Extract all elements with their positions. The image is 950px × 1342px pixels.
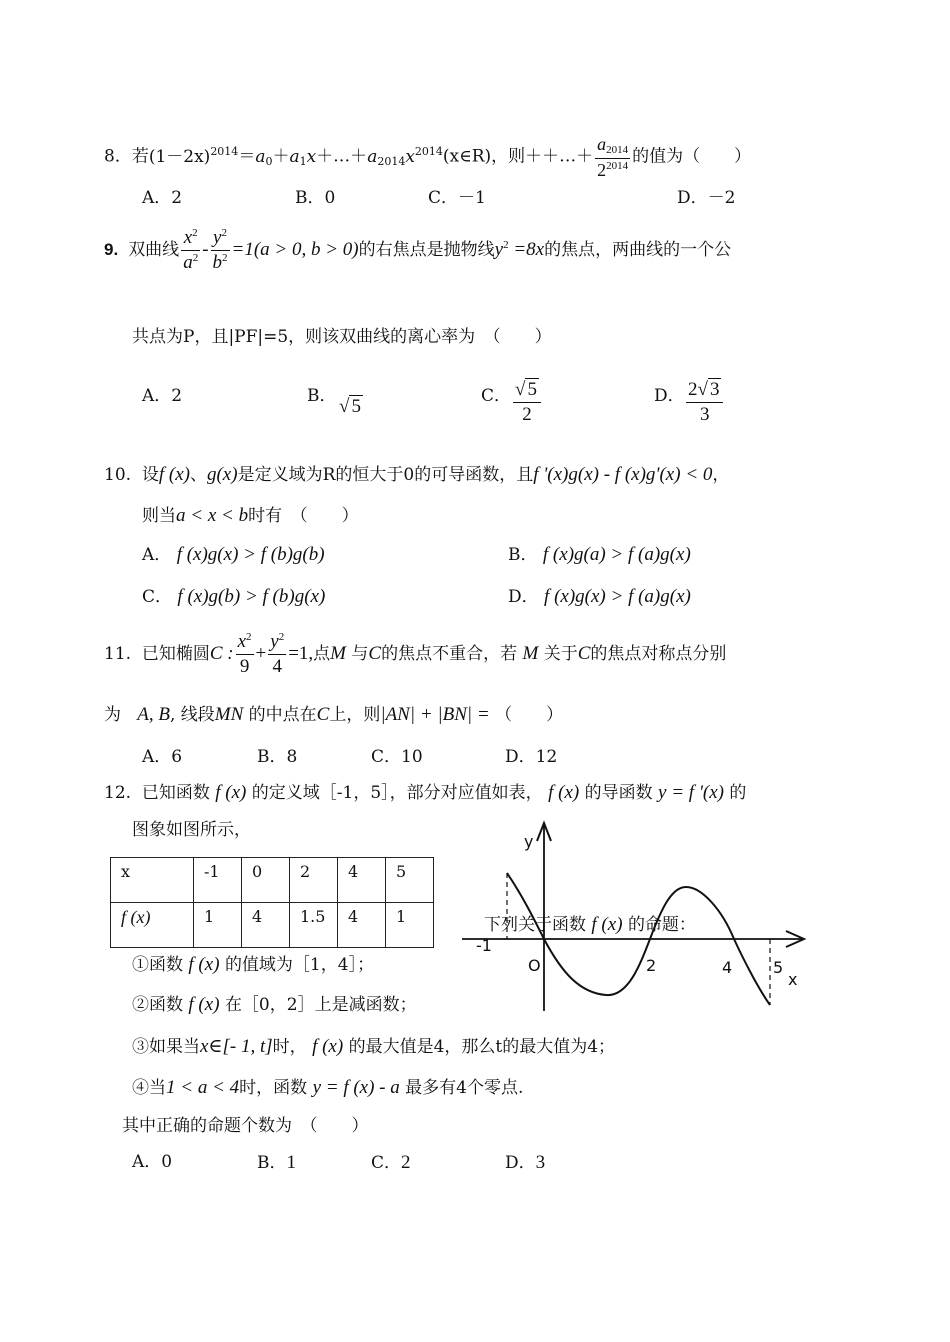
q9-cond: =1(a > 0, b > 0)	[231, 238, 359, 260]
q11-option-b: B．8	[257, 747, 298, 767]
q9-opt-d-rad: 3	[709, 379, 720, 400]
table-row	[111, 858, 434, 903]
q9-opt-b-label: B．	[307, 386, 337, 406]
q9-a: a	[183, 251, 193, 273]
q11-AB: A, B	[137, 704, 170, 725]
origin-label: O	[528, 956, 541, 975]
q8-x-exp: 2014	[414, 144, 443, 158]
q9-number: 9.	[104, 239, 119, 259]
q11-y: y	[270, 631, 279, 652]
q12-s4: 的	[729, 783, 747, 803]
q12-stem	[104, 782, 746, 805]
q8-a1-sub: 1	[299, 154, 307, 168]
q8-a2014-var: a	[367, 146, 378, 167]
q11-l2-s1: , 线段	[169, 705, 215, 725]
q10-comma: ，	[712, 465, 730, 485]
q8-lhs-base: (1－2x)	[148, 146, 211, 167]
q10-opt-c-label: C．	[142, 587, 173, 607]
q8-frac-2: 2	[597, 159, 607, 180]
q12-p4-math2: y = f (x) - a	[312, 1077, 400, 1098]
q12-s3: 的导函数	[584, 783, 653, 803]
q10-opt-c-math: f (x)g(b) > f (b)g(x)	[177, 586, 326, 607]
q12-opt-b-label: B．	[257, 1153, 287, 1173]
q11-frac-y	[268, 630, 286, 679]
q12-proposition-4	[132, 1077, 523, 1100]
q12-p2-f: f (x)	[188, 994, 220, 1015]
q10-option-b	[508, 544, 691, 567]
q8-a0	[255, 147, 272, 167]
tick-label-4: 4	[722, 958, 733, 977]
q12-p4-mid: 时，函数	[239, 1078, 308, 1098]
sqrt-icon: √ 5	[515, 379, 537, 400]
q12-overlay-f: f (x)	[591, 914, 623, 935]
q10-sep: 、	[189, 465, 207, 485]
q9-option-b	[307, 386, 337, 406]
q8-x2014-var: x	[405, 146, 415, 167]
q9-opt-d-frac	[686, 378, 723, 427]
q11-den-9: 9	[239, 655, 250, 677]
q12-derivative: y = f '(x)	[658, 782, 724, 803]
q10-option-c	[142, 586, 325, 609]
q11-y-exp: 2	[278, 631, 285, 643]
q9-y-exp: 2	[221, 227, 227, 239]
q8-lhs-exp: 2014	[210, 144, 239, 158]
q8-frac-den	[595, 159, 630, 182]
q10-l2-pre: 则当	[142, 506, 176, 526]
q11-den-4: 4	[272, 655, 282, 677]
q12-option-c	[371, 1152, 411, 1175]
q12-propositions-intro	[484, 910, 696, 936]
q9-option-d	[654, 386, 685, 406]
q11-s5: 的焦点对称点分别	[590, 643, 727, 664]
q12-opt-c-label: C．	[371, 1153, 402, 1173]
q8-option-c: C．－1	[428, 188, 486, 208]
table-cell: 1.5	[290, 903, 338, 948]
q12-option-b	[257, 1152, 296, 1175]
q8-plus-dots: ＋…＋	[316, 146, 368, 167]
q12-overlay-pre: 下列关于函数	[484, 915, 586, 935]
tick-label-neg1: -1	[476, 936, 492, 955]
q11-option-a: A．6	[142, 747, 183, 767]
q8-option-d: D．－2	[677, 188, 736, 208]
q11-s4: 关于	[543, 643, 578, 664]
q11-stem	[104, 630, 726, 679]
q9-b-exp: 2	[222, 251, 228, 264]
q9-opt-d-den: 3	[699, 403, 710, 425]
q11-C3: C	[577, 642, 591, 664]
q11-s3: 的焦点不重合，若	[381, 643, 518, 664]
q10-option-d	[508, 586, 691, 609]
q12-p2-post: 在［0，2］上是减函数；	[224, 995, 417, 1015]
q8-option-a: A．2	[142, 188, 183, 208]
q9-line2: 共点为P，且|PF|=5，则该双曲线的离心率为 （ ）	[132, 327, 552, 347]
table-cell: 4	[242, 903, 290, 948]
q8-text: 若	[131, 146, 149, 167]
q12-p4-pre: ④当	[132, 1078, 166, 1098]
q12-question: 其中正确的命题个数为 （ ）	[122, 1116, 369, 1136]
q12-p3-post: 的最大值是4，那么t的最大值为4；	[348, 1037, 616, 1057]
q10-line2	[142, 505, 359, 528]
q11-abs-expr: |AN| + |BN| =	[380, 704, 490, 725]
q9-y: y	[213, 227, 222, 248]
q11-M2: M	[522, 642, 539, 664]
q12-p4-math1: 1 < a < 4	[166, 1077, 240, 1098]
q11-l2-s3: 上，则	[329, 705, 381, 725]
sqrt-icon: √ 3	[697, 379, 720, 400]
q8-stem	[104, 133, 751, 181]
q8-x-var: x	[306, 146, 317, 167]
table-cell: 1	[386, 903, 434, 948]
table-cell: x	[111, 858, 194, 903]
q12-opt-d-val: 3	[535, 1152, 546, 1173]
q12-p1-f: f (x)	[188, 954, 220, 975]
table-cell: 4	[338, 903, 386, 948]
q12-opt-b-val: 1	[286, 1152, 296, 1173]
q11-l2-pre: 为	[104, 705, 121, 725]
q11-M1: M	[330, 642, 346, 664]
q9-opt-c-frac	[513, 378, 541, 427]
q8-a1-var: a	[289, 146, 300, 167]
q11-option-d: D．12	[505, 747, 558, 767]
q9-opt-c-den: 2	[522, 403, 532, 425]
q9-opt-d-coef: 2	[688, 379, 698, 400]
q12-p4-post: 最多有4个零点.	[405, 1078, 524, 1098]
q12-proposition-1	[132, 954, 374, 977]
q11-l2-s2: 的中点在	[248, 705, 317, 725]
q11-x: x	[237, 631, 247, 652]
q8-number: 8．	[104, 146, 132, 167]
q11-number: 11.	[104, 643, 132, 664]
tick-label-5: 5	[773, 958, 784, 977]
q9-para-rhs: =8x	[513, 238, 545, 260]
q8-frac-a: a	[597, 134, 607, 154]
q9-mid: 的右焦点是抛物线	[358, 239, 495, 260]
q12-s1: 已知函数	[141, 783, 210, 803]
q8-stem-post: 的值为（ ）	[632, 146, 752, 167]
q10-option-a	[142, 544, 325, 567]
q10-l2-math: a < x < b	[176, 505, 249, 526]
q8-frac-sub: 2014	[606, 144, 629, 156]
q12-p2-pre: ②函数	[132, 995, 183, 1015]
q9-a-exp: 2	[192, 251, 199, 264]
q10-inequality: f '(x)g(x) - f (x)g'(x) < 0	[533, 464, 713, 485]
q11-x-exp: 2	[246, 631, 252, 643]
q9-frac-y	[211, 226, 230, 275]
q11-s2: 与	[351, 643, 369, 664]
q9-option-c-value	[511, 378, 543, 427]
q11-C4: C	[316, 704, 330, 725]
q8-option-b: B．0	[295, 188, 336, 208]
table-cell: 5	[386, 858, 434, 903]
q10-g: g(x)	[206, 464, 238, 485]
q8-a0-var: a	[255, 146, 266, 167]
q11-pre: 已知椭圆	[141, 643, 210, 664]
q12-p1-post: 的值域为［1，4］；	[224, 955, 375, 975]
q12-p3-pre: ③如果当	[132, 1037, 200, 1057]
q9-post: 的焦点，两曲线的一个公	[544, 239, 732, 260]
q12-proposition-3	[132, 1036, 615, 1059]
table-cell: f (x)	[111, 903, 194, 948]
q8-a1x	[289, 147, 316, 167]
q9-frac-x	[181, 226, 200, 275]
q11-s1: 点	[313, 643, 331, 664]
q11-C2: C	[368, 642, 382, 664]
q12-number: 12.	[104, 783, 132, 803]
q8-frac-num	[595, 133, 630, 159]
y-axis-label: y	[524, 832, 534, 851]
table-cell: -1	[194, 858, 242, 903]
q8-fraction	[595, 133, 630, 181]
table-cell: 0	[242, 858, 290, 903]
q10-f: f (x)	[158, 464, 190, 485]
q9-parabola	[495, 239, 544, 260]
q12-f1: f (x)	[215, 782, 247, 803]
q11-MN: MN	[214, 704, 244, 725]
q9-option-b-value	[339, 396, 363, 419]
q10-opt-b-label: B．	[508, 545, 538, 565]
q12-opt-c-val: 2	[401, 1152, 411, 1173]
q9-para-y: y	[494, 238, 504, 260]
q10-opt-a-math: f (x)g(x) > f (b)g(b)	[176, 544, 325, 565]
q11-frac-x	[236, 630, 254, 679]
q10-opt-d-label: D．	[508, 587, 539, 607]
q11-line2	[104, 704, 563, 727]
q12-p3-mid: 时，	[272, 1037, 307, 1057]
q9-minus: -	[202, 238, 209, 260]
sqrt-icon: √ 5	[339, 396, 361, 417]
q8-eq: ＝	[238, 146, 256, 167]
table-row	[111, 903, 434, 948]
q9-option-a: A．2	[142, 386, 183, 406]
q11-option-c: C．10	[371, 747, 423, 767]
q8-a2014-sub: 2014	[377, 154, 406, 168]
q10-opt-a-label: A．	[142, 545, 172, 565]
q12-p3-f: f (x)	[312, 1036, 344, 1057]
q8-a0-sub: 0	[265, 154, 273, 168]
q10-opt-d-math: f (x)g(x) > f (a)g(x)	[544, 586, 691, 607]
q11-C: C :	[209, 642, 234, 664]
q12-p3-math: x∈[- 1, t]	[200, 1036, 273, 1057]
tick-label-2: 2	[646, 956, 657, 975]
q10-stem	[104, 464, 729, 487]
q9-x-exp: 2	[192, 227, 198, 239]
q9-x: x	[183, 227, 193, 248]
q8-a2014x	[367, 144, 443, 168]
q12-opt-d-label: D．	[505, 1153, 536, 1173]
q12-value-table	[110, 857, 434, 948]
q12-option-d	[505, 1152, 545, 1175]
q10-number: 10.	[104, 465, 132, 485]
q9-option-c	[481, 386, 511, 406]
q10-s2: 是定义域为R的恒大于0的可导函数，且	[237, 465, 534, 485]
q12-s2: 的定义域［-1，5］，部分对应值如表，	[251, 783, 543, 803]
q8-cond: (x∈R)，则＋＋…＋	[442, 146, 594, 167]
q9-opt-c-rad: 5	[527, 379, 537, 400]
q11-eq1: =1,	[288, 642, 314, 664]
q12-line2: 图象如图所示，	[132, 820, 251, 840]
q9-para-exp: 2	[503, 238, 509, 251]
q8-lhs	[148, 144, 239, 167]
q9-pre: 双曲线	[128, 239, 180, 260]
q11-plus: +	[255, 642, 267, 664]
q9-option-d-value	[684, 378, 725, 427]
q8-plus: ＋	[272, 146, 290, 167]
x-axis-label: x	[788, 970, 798, 989]
q9-stem	[104, 226, 731, 275]
q10-s1: 设	[141, 465, 159, 485]
q12-proposition-2	[132, 994, 417, 1017]
q12-overlay-post: 的命题：	[627, 915, 696, 935]
q9-opt-c-label: C．	[481, 386, 512, 406]
q9-b: b	[212, 251, 223, 273]
q12-p1-pre: ①函数	[132, 955, 183, 975]
q12-option-a: A．0	[132, 1152, 173, 1172]
q8-frac-exp: 2014	[606, 159, 629, 172]
q9-opt-b-rad: 5	[351, 396, 361, 417]
table-cell: 1	[194, 903, 242, 948]
q9-opt-d-label: D．	[654, 386, 685, 406]
q10-l2-post: 时有 （ ）	[248, 506, 359, 526]
q10-opt-b-math: f (x)g(a) > f (a)g(x)	[542, 544, 691, 565]
q11-paren: （ ）	[495, 705, 564, 725]
table-cell: 4	[338, 858, 386, 903]
q12-f2: f (x)	[548, 782, 580, 803]
table-cell: 2	[290, 858, 338, 903]
